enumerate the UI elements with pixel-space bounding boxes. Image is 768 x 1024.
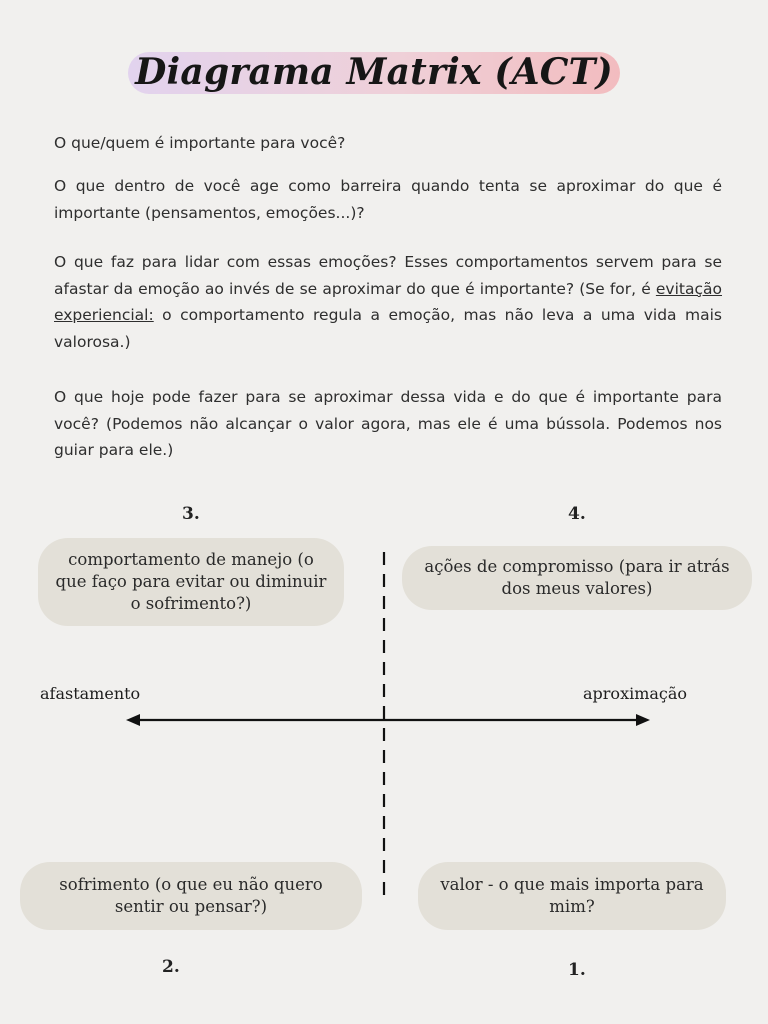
question-2: O que dentro de você age como barreira quando tenta se aproximar do que é importante (pensamentos, emoções...)? — [54, 177, 722, 222]
quadrant-4-text: ações de compromisso (para ir atrás dos meus valores) — [424, 557, 730, 598]
left-arrow-icon — [126, 714, 140, 726]
question-1: O que/quem é importante para você? — [54, 134, 346, 152]
quadrant-1-number: 1. — [568, 960, 586, 980]
quadrant-2-number: 2. — [162, 957, 180, 977]
question-3-part-1: O que faz para lidar com essas emoções? Esses comportamentos servem para se afastar da emoção ao invés de se aproximar do que é importante? (Se for, é — [54, 253, 722, 298]
quadrant-4-number: 4. — [568, 504, 586, 524]
page-title: Diagrama Matrix (ACT) — [135, 51, 613, 93]
quadrant-1-text: valor - o que mais importa para mim? — [440, 875, 704, 916]
question-3-term: evitação experiencial: — [54, 279, 722, 324]
quadrant-2-box — [20, 862, 362, 930]
axis-right-label: aproximação — [583, 684, 688, 703]
right-arrow-icon — [636, 714, 650, 726]
quadrant-3-text: comportamento de manejo (o que faço para evitar ou diminuir o sofrimento?) — [55, 550, 327, 613]
axis-left-label: afastamento — [40, 684, 141, 703]
question-4: O que hoje pode fazer para se aproximar dessa vida e do que é importante para você? (Podemos não alcançar o valor agora, mas ele é uma bússola. Podemos nos guiar para ele.) — [54, 388, 722, 459]
quadrant-3-number: 3. — [182, 504, 200, 524]
quadrant-1-box — [418, 862, 726, 930]
quadrant-2-text: sofrimento (o que eu não quero sentir ou pensar?) — [59, 875, 323, 916]
question-3-part-2: o comportamento regula a emoção, mas não leva a uma vida mais valorosa.) — [54, 306, 722, 351]
